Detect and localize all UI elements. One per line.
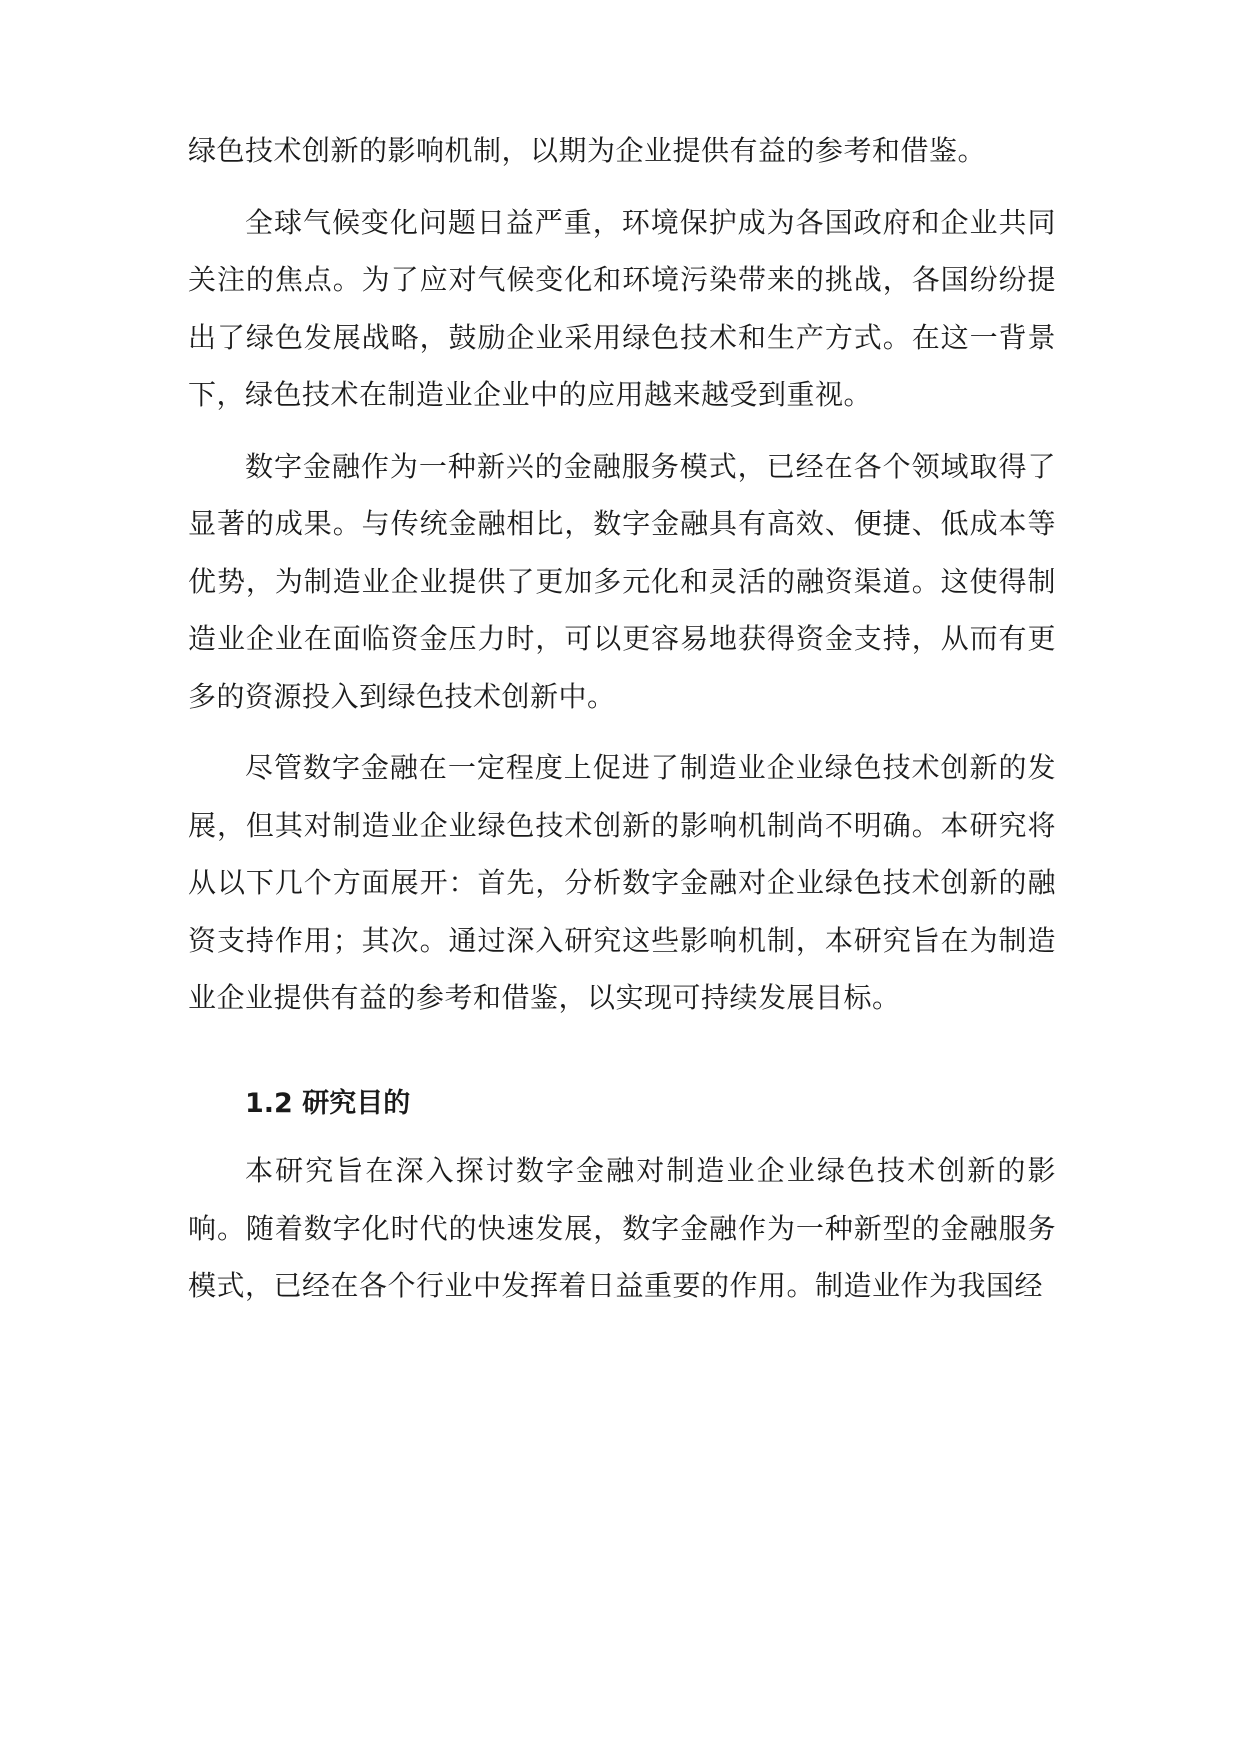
section-heading: 1.2 研究目的 [245, 1087, 411, 1119]
paragraph-research-mechanism: 尽管数字金融在一定程度上促进了制造业企业绿色技术创新的发展，但其对制造业企业绿色技术创新的影响机制尚不明确。本研究将从以下几个方面展开：首先，分析数字金融对企业绿色技术创新的融资支持作用；其次。通过深入研究这些影响机制，本研究旨在为制造业企业提供有益的参考和借鉴，以实现可持续发展目标。 [188, 751, 1056, 1014]
paragraph-research-purpose: 本研究旨在深入探讨数字金融对制造业企业绿色技术创新的影响。随着数字化时代的快速发展，数字金融作为一种新型的金融服务模式，已经在各个行业中发挥着日益重要的作用。制造业作为我国经 [188, 1154, 1056, 1302]
paragraph-climate-background: 全球气候变化问题日益严重，环境保护成为各国政府和企业共同关注的焦点。为了应对气候变化和环境污染带来的挑战，各国纷纷提出了绿色发展战略，鼓励企业采用绿色技术和生产方式。在这一背景下，绿色技术在制造业企业中的应用越来越受到重视。 [188, 205, 1056, 411]
paragraph-digital-finance: 数字金融作为一种新兴的金融服务模式，已经在各个领域取得了显著的成果。与传统金融相比，数字金融具有高效、便捷、低成本等优势，为制造业企业提供了更加多元化和灵活的融资渠道。这使得制造业企业在面临资金压力时，可以更容易地获得资金支持，从而有更多的资源投入到绿色技术创新中。 [188, 449, 1056, 713]
paragraph-continued: 绿色技术创新的影响机制，以期为企业提供有益的参考和借鉴。 [188, 134, 987, 167]
document-page [188, 122, 1056, 1315]
